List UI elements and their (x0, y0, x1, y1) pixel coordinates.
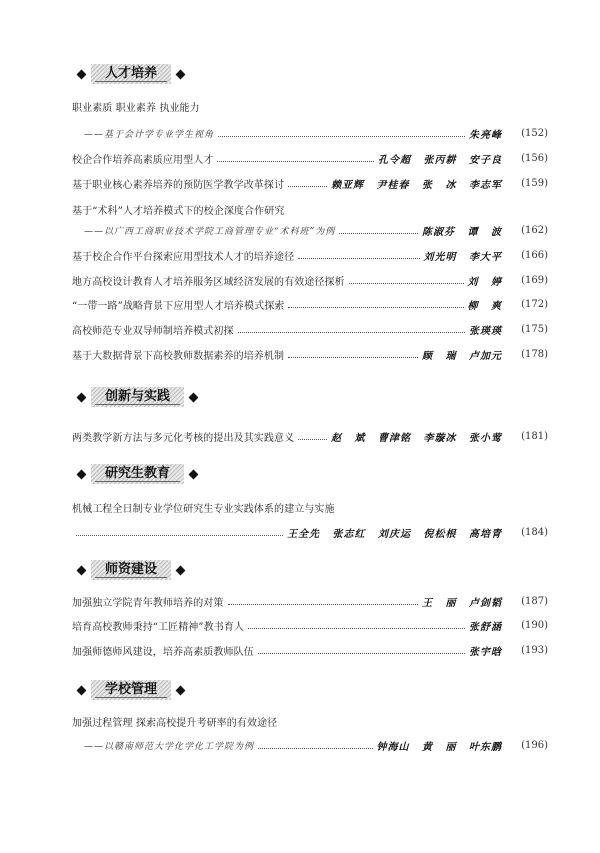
toc-entry[interactable] (72, 174, 548, 192)
entry-title: 机械工程全日制专业学位研究生专业实践体系的建立与实施 (72, 503, 335, 515)
entry-subtitle: ——基于会计学专业学生视角 (84, 129, 215, 140)
diamond-bullet-icon (189, 392, 199, 402)
entry-authors: 赖亚辉 尹桂春 张 冰 李志军 (331, 179, 502, 191)
toc-entry[interactable] (72, 498, 548, 516)
entry-authors: 张舒涵 (469, 621, 502, 633)
toc-entry[interactable] (72, 427, 548, 445)
dot-leader (228, 604, 419, 605)
toc-entry[interactable] (72, 200, 548, 218)
entry-title: 地方高校设计教育人才培养服务区域经济发展的有效途径探析 (72, 276, 345, 288)
diamond-bullet-icon (189, 469, 199, 479)
entry-subtitle: ——以赣南师范大学化学化工学院为例 (84, 741, 255, 752)
section-heading (72, 559, 190, 581)
section-title: 人才培养 (91, 64, 171, 84)
entry-title: 校企合作培养高素质应用型人才 (72, 154, 214, 166)
entry-page: (187) (521, 595, 548, 607)
entry-authors: 王全先 张志红 刘庆运 倪松根 高培青 (287, 528, 502, 540)
diamond-bullet-icon (176, 69, 186, 79)
entry-authors: 钟海山 黄 丽 叶东鹏 (376, 741, 502, 753)
entry-page: (162) (521, 224, 548, 236)
diamond-bullet-icon (77, 69, 87, 79)
toc-entry[interactable] (72, 149, 548, 167)
entry-page: (169) (521, 274, 548, 286)
entry-page: (159) (521, 177, 548, 189)
dot-leader (349, 283, 464, 284)
entry-page: (181) (521, 430, 548, 442)
toc-entry[interactable] (72, 320, 548, 338)
diamond-bullet-icon (77, 469, 87, 479)
entry-page: (175) (521, 323, 548, 335)
diamond-bullet-icon (176, 565, 186, 575)
entry-title: 职业素质 职业素养 执业能力 (72, 102, 200, 114)
entry-page: (190) (521, 619, 548, 631)
entry-authors: 赵 斌 曹津铭 李璇冰 张小莺 (331, 432, 502, 444)
entry-title: 高校师范专业双导师制培养模式初探 (72, 325, 234, 337)
entry-title: 加强师德师风建设，培养高素质教师队伍 (72, 646, 254, 658)
toc-entry[interactable] (84, 124, 548, 142)
dot-leader (248, 628, 465, 629)
dot-leader (288, 186, 327, 187)
toc-entry[interactable] (72, 641, 548, 659)
entry-subtitle: ——以广西工商职业技术学院工商管理专业“术科班”为例 (84, 226, 336, 237)
entry-title: 加强独立学院青年教师培养的对策 (72, 597, 224, 609)
toc-entry[interactable] (72, 271, 548, 289)
entry-title: 加强过程管理 探索高校提升考研率的有效途径 (72, 717, 278, 729)
entry-authors: 柳 爽 (467, 300, 502, 312)
entry-title: 基于大数据背景下高校教师数据素养的培养机制 (72, 350, 285, 362)
dot-leader (76, 535, 283, 536)
toc-entry[interactable] (72, 592, 548, 610)
entry-authors: 陈淑芬 谭 波 (422, 226, 502, 238)
dot-leader (238, 332, 465, 333)
toc-entry[interactable] (72, 523, 548, 541)
toc-entry[interactable] (84, 221, 548, 239)
entry-title: 培育高校教师秉持“工匠精神”教书育人 (72, 621, 245, 633)
section-title: 研究生教育 (91, 464, 184, 484)
entry-title: 基于职业核心素养培养的预防医学教学改革探讨 (72, 179, 285, 191)
toc-entry[interactable] (72, 246, 548, 264)
entry-page: (178) (521, 348, 548, 360)
diamond-bullet-icon (77, 685, 87, 695)
diamond-bullet-icon (77, 565, 87, 575)
section-heading (72, 63, 190, 85)
entry-title: 基于校企合作平台探索应用型技术人才的培养途径 (72, 251, 295, 263)
dot-leader (339, 233, 418, 234)
section-title: 创新与实践 (91, 387, 184, 407)
dot-leader (288, 357, 418, 358)
entry-page: (166) (521, 249, 548, 261)
entry-page: (196) (521, 739, 548, 751)
dot-leader (217, 161, 374, 162)
dot-leader (298, 258, 419, 259)
toc-entry[interactable] (72, 295, 548, 313)
entry-authors: 张瑛瑛 (469, 325, 502, 337)
dot-leader (288, 307, 463, 308)
entry-page: (184) (521, 526, 548, 538)
entry-page: (152) (521, 127, 548, 139)
entry-authors: 孔令超 张丙耕 安子良 (378, 154, 502, 166)
diamond-bullet-icon (77, 392, 87, 402)
dot-leader (298, 439, 327, 440)
section-title: 学校管理 (91, 680, 171, 700)
entry-title: 基于“术科”人才培养模式下的校企深度合作研究 (72, 205, 285, 217)
entry-authors: 朱亮峰 (469, 129, 502, 141)
toc-entry[interactable] (84, 736, 548, 754)
section-heading (72, 386, 203, 408)
entry-authors: 刘 婷 (467, 276, 502, 288)
entry-page: (156) (521, 152, 548, 164)
dot-leader (218, 136, 465, 137)
entry-title: 两类教学新方法与多元化考核的提出及其实践意义 (72, 432, 295, 444)
entry-page: (193) (521, 644, 548, 656)
toc-entry[interactable] (72, 345, 548, 363)
entry-page: (172) (521, 298, 548, 310)
entry-title: “一带一路”战略背景下应用型人才培养模式探索 (72, 300, 285, 312)
entry-authors: 王 丽 卢剑韬 (422, 597, 502, 609)
diamond-bullet-icon (176, 685, 186, 695)
section-heading (72, 463, 203, 485)
section-title: 师资建设 (91, 560, 171, 580)
toc-entry[interactable] (72, 97, 548, 115)
dot-leader (258, 653, 465, 654)
toc-entry[interactable] (72, 616, 548, 634)
toc-entry[interactable] (72, 712, 548, 730)
dot-leader (258, 748, 373, 749)
section-heading (72, 679, 190, 701)
entry-authors: 刘光明 李大平 (423, 251, 502, 263)
entry-authors: 顾 瑞 卢加元 (422, 350, 502, 362)
entry-authors: 张宇晗 (469, 646, 502, 658)
